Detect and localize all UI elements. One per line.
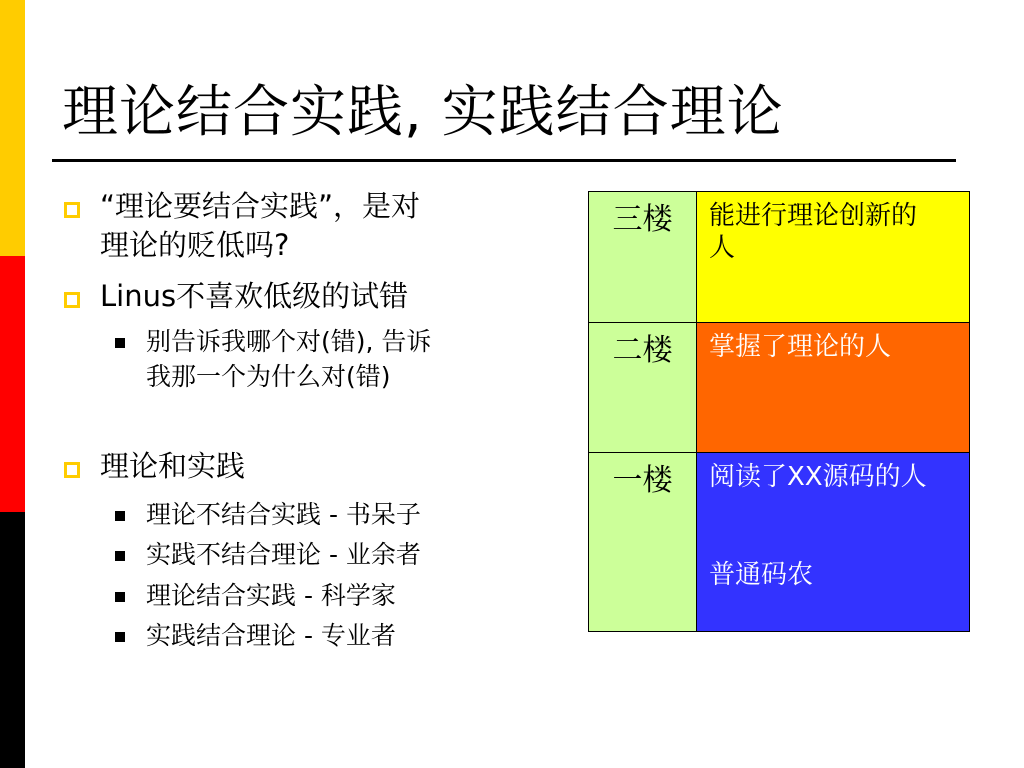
bullet-1-line-2: 理论的贬低吗?	[100, 228, 290, 262]
floor-description-line-1: 能进行理论创新的	[709, 201, 918, 231]
slide-title: 理论结合实践, 实践结合理论	[62, 80, 784, 145]
bullet-box-icon	[64, 292, 80, 308]
sub-bullet-item: 实践结合理论 - 专业者	[146, 621, 396, 650]
floor-row	[589, 192, 970, 323]
sub-bullet-item: 理论不结合实践 - 书呆子	[146, 500, 421, 529]
bullet-square-icon	[115, 511, 125, 521]
title-divider	[52, 159, 956, 162]
floor-label: 二楼	[589, 323, 697, 453]
bullet-square-icon	[115, 632, 125, 642]
side-bar-red	[0, 256, 25, 512]
floor-description-line-2: 人	[709, 233, 736, 263]
floor-description-line-1: 掌握了理论的人	[709, 332, 892, 362]
bullet-square-icon	[115, 551, 125, 561]
floor-row	[589, 453, 970, 632]
sub-bullet-line-1: 别告诉我哪个对(错), 告诉	[146, 327, 432, 356]
floor-table	[588, 191, 970, 632]
floor-label: 三楼	[589, 192, 697, 323]
bullet-2-text: Linus不喜欢低级的试错	[100, 279, 409, 313]
bullet-box-icon	[64, 462, 80, 478]
bullet-square-icon	[115, 338, 125, 348]
sub-bullet-item: 理论结合实践 - 科学家	[146, 581, 396, 610]
sub-bullet-line-2: 我那一个为什么对(错)	[146, 362, 391, 391]
side-bar-yellow	[0, 0, 25, 256]
floor-description	[697, 192, 970, 323]
floor-description-extra: 普通码农	[709, 560, 814, 590]
bullet-1-line-1: “理论要结合实践”，是对	[100, 189, 421, 223]
floor-description	[697, 323, 970, 453]
floor-label: 一楼	[589, 453, 697, 632]
side-bar-black	[0, 512, 25, 768]
bullet-box-icon	[64, 202, 80, 218]
floor-description	[697, 453, 970, 632]
floor-description-line-1: 阅读了XX源码的人	[709, 462, 927, 492]
sub-bullet-item: 实践不结合理论 - 业余者	[146, 540, 421, 569]
floor-row	[589, 323, 970, 453]
bullet-3-text: 理论和实践	[100, 449, 246, 483]
bullet-square-icon	[115, 592, 125, 602]
